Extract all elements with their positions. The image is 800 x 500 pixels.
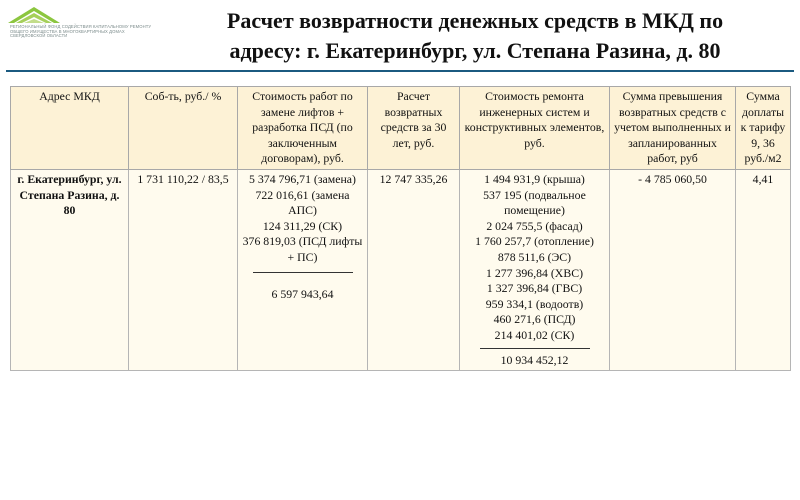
- repair-cost-total: 10 934 452,12: [500, 352, 569, 367]
- repair-cost-item: 959 334,1 (водоотв): [485, 296, 584, 311]
- page-title: [160, 6, 790, 66]
- calculation-table: [10, 86, 791, 371]
- col-header-return-funds: Расчет возвратных средств за 30 лет, руб.: [368, 87, 460, 170]
- title-divider: [6, 70, 794, 72]
- lift-cost-item: 722 016,61 (замена АПС): [255, 187, 350, 218]
- repair-cost-item: 537 195 (подвальное помещение): [483, 187, 586, 218]
- cell-excess: - 4 785 060,50: [610, 169, 736, 370]
- cell-return-funds: 12 747 335,26: [368, 169, 460, 370]
- repair-cost-item: 1 760 257,7 (отопление): [475, 234, 594, 249]
- repair-cost-item: 878 511,6 (ЭС): [497, 249, 572, 264]
- lift-cost-total: 6 597 943,64: [271, 286, 334, 301]
- title-line-2: адресу: г. Екатеринбург, ул. Степана Разина, д. 80: [229, 38, 721, 63]
- title-line-1: Расчет возвратности денежных средств в МКД по: [226, 8, 724, 33]
- col-header-address: Адрес МКД: [11, 87, 129, 170]
- cell-lift-costs: [238, 169, 368, 370]
- repair-cost-item: 1 494 931,9 (крыша): [484, 171, 585, 186]
- sum-separator: [253, 272, 353, 273]
- cell-repair-costs: [460, 169, 610, 370]
- logo-caption: РЕГИОНАЛЬНЫЙ ФОНД СОДЕЙСТВИЯ КАПИТАЛЬНОМУ РЕМОНТУ ОБЩЕГО ИМУЩЕСТВА В МНОГОКВАРТИРНЫХ ДОМАХ СВЕРДЛОВСКОЙ ОБЛАСТИ: [10, 24, 152, 39]
- lift-cost-item: 5 374 796,71 (замена): [249, 171, 356, 186]
- repair-cost-item: 2 024 755,5 (фасад): [486, 218, 583, 233]
- sum-separator: [480, 348, 590, 349]
- fund-logo: [8, 5, 158, 41]
- col-header-excess: Сумма превышения возвратных средств с учетом выполненных и запланированных работ, руб: [610, 87, 736, 170]
- lift-cost-item: 124 311,29 (СК): [262, 218, 343, 233]
- cell-ownership: 1 731 110,22 / 83,5: [129, 169, 238, 370]
- logo-roof-icon: [8, 5, 66, 25]
- col-header-surcharge: Сумма доплаты к тарифу 9, 36 руб./м2: [736, 87, 791, 170]
- repair-cost-item: 460 271,6 (ПСД): [493, 312, 576, 327]
- repair-cost-item: 214 401,02 (СК): [494, 327, 575, 342]
- table-row: [11, 169, 791, 370]
- cell-address: г. Екатеринбург, ул. Степана Разина, д. 80: [11, 169, 129, 370]
- repair-cost-item: 1 327 396,84 (ГВС): [486, 281, 583, 296]
- lift-cost-item: 376 819,03 (ПСД лифты + ПС): [242, 234, 363, 264]
- col-header-ownership: Соб-ть, руб./ %: [129, 87, 238, 170]
- col-header-repair-costs: Стоимость ремонта инженерных систем и конструктивных элементов, руб.: [460, 87, 610, 170]
- table-header-row: [11, 87, 791, 170]
- col-header-lift-costs: Стоимость работ по замене лифтов + разработка ПСД (по заключенным договорам), руб.: [238, 87, 368, 170]
- cell-surcharge: 4,41: [736, 169, 791, 370]
- repair-cost-item: 1 277 396,84 (ХВС): [486, 265, 583, 280]
